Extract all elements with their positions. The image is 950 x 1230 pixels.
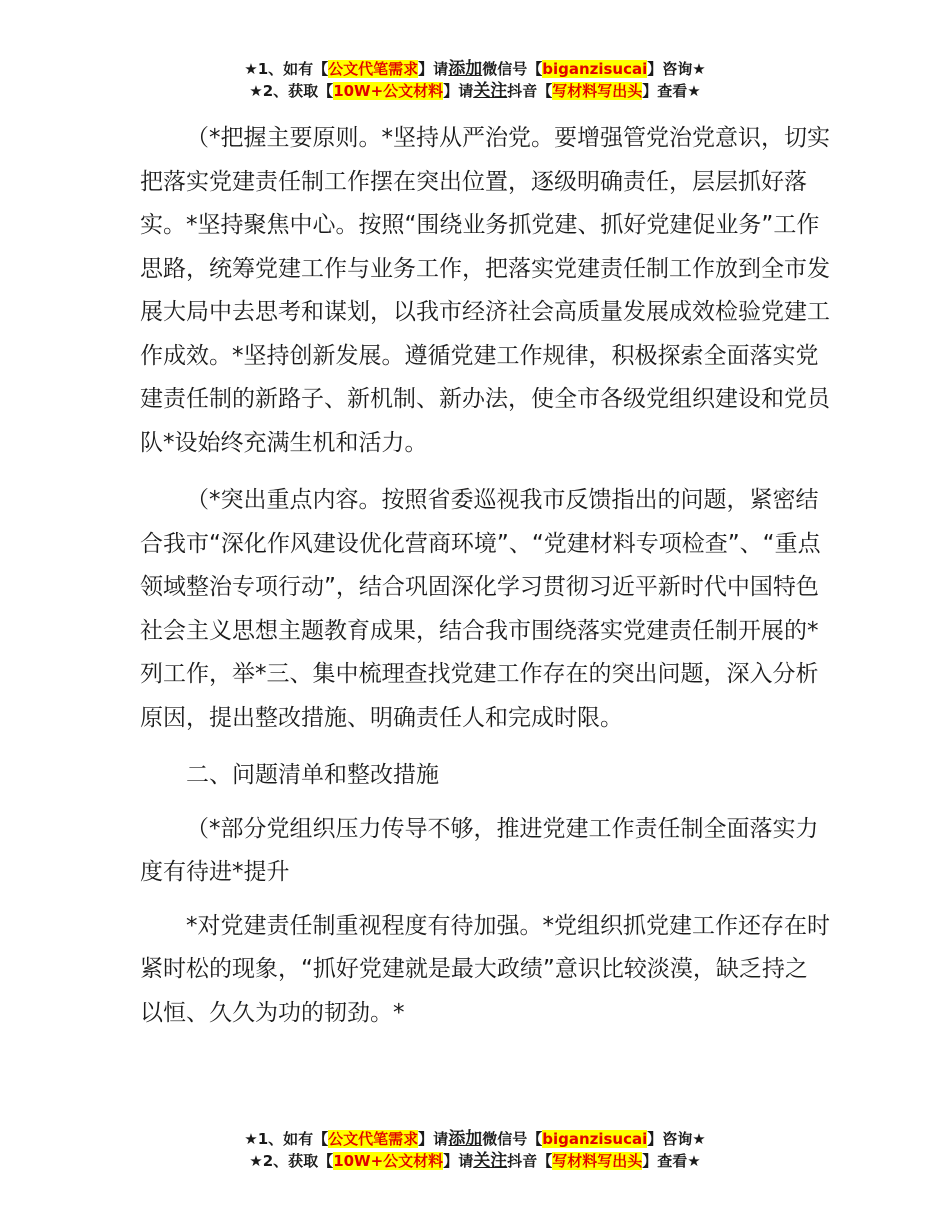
banner-highlight: 公文代笔需求 — [328, 1130, 419, 1148]
banner-text: ★2、获取【 — [249, 1152, 334, 1170]
header-banner — [0, 58, 950, 102]
banner-highlight: 10W+公文材料 — [333, 82, 444, 100]
banner-text: 】请 — [443, 1152, 474, 1170]
paragraph-issue-detail: *对党建责任制重视程度有待加强。*党组织抓党建工作还存在时紧时松的现象，“抓好党建就是最大政绩”意识比较淡漠，缺乏持之以恒、久久为功的韧劲。* — [140, 912, 830, 1026]
banner-text: 】请 — [418, 60, 449, 78]
banner-highlight: biganzisucai — [542, 60, 648, 78]
banner-highlight: biganzisucai — [542, 1130, 648, 1148]
banner-highlight: 写材料写出头 — [552, 82, 643, 100]
banner-emphasis: 添加 — [448, 1129, 483, 1149]
banner-text: 】咨询★ — [647, 60, 706, 78]
banner-text: 】查看★ — [642, 1152, 701, 1170]
footer-banner — [0, 1128, 950, 1172]
document-body — [140, 117, 830, 1049]
banner-text: ★1、如有【 — [244, 1130, 329, 1148]
banner-text: 抖音【 — [507, 1152, 553, 1170]
banner-highlight: 公文代笔需求 — [328, 60, 419, 78]
section-heading: 二、问题清单和整改措施 — [186, 762, 439, 788]
banner-line-1 — [0, 1128, 950, 1150]
banner-highlight: 写材料写出头 — [552, 1152, 643, 1170]
banner-text: 抖音【 — [507, 82, 553, 100]
banner-text: 微信号【 — [482, 60, 543, 78]
banner-text: 微信号【 — [482, 1130, 543, 1148]
banner-text: 】请 — [418, 1130, 449, 1148]
banner-text: ★2、获取【 — [249, 82, 334, 100]
banner-text: ★1、如有【 — [244, 60, 329, 78]
paragraph-issue-heading: （*部分党组织压力传导不够，推进党建工作责任制全面落实力度有待进*提升 — [140, 815, 819, 885]
banner-text: 】查看★ — [642, 82, 701, 100]
banner-emphasis: 关注 — [473, 81, 508, 101]
banner-emphasis: 添加 — [448, 59, 483, 79]
banner-line-1 — [0, 58, 950, 80]
paragraph-principles: （*把握主要原则。*坚持从严治党。要增强管党治党意识，切实把落实党建责任制工作摆在突出位置，逐级明确责任，层层抓好落实。*坚持聚焦中心。按照“围绕业务抓党建、抓好党建促业务”工作思路，统筹党建工作与业务工作，把落实党建责任制工作放到全市发展大局中去思考和谋划，以我市经济社会高质量发展成效检验党建工作成效。*坚持创新发展。遵循党建工作规律，积极探索全面落实党建责任制的新路子、新机制、新办法，使全市各级党组织建设和党员队*设始终充满生机和活力。 — [140, 125, 830, 456]
banner-highlight: 10W+公文材料 — [333, 1152, 444, 1170]
banner-text: 】咨询★ — [647, 1130, 706, 1148]
banner-line-2 — [0, 1150, 950, 1172]
paragraph-key-content: （*突出重点内容。按照省委巡视我市反馈指出的问题，紧密结合我市“深化作风建设优化营商环境”、“党建材料专项检查”、“重点领域整治专项行动”，结合巩固深化学习贯彻习近平新时代中国特色社会主义思想主题教育成果，结合我市围绕落实党建责任制开展的*列工作，举*三、集中梳理查找党建工作存在的突出问题，深入分析原因，提出整改措施、明确责任人和完成时限。 — [140, 487, 821, 731]
banner-emphasis: 关注 — [473, 1151, 508, 1171]
banner-text: 】请 — [443, 82, 474, 100]
banner-line-2 — [0, 80, 950, 102]
